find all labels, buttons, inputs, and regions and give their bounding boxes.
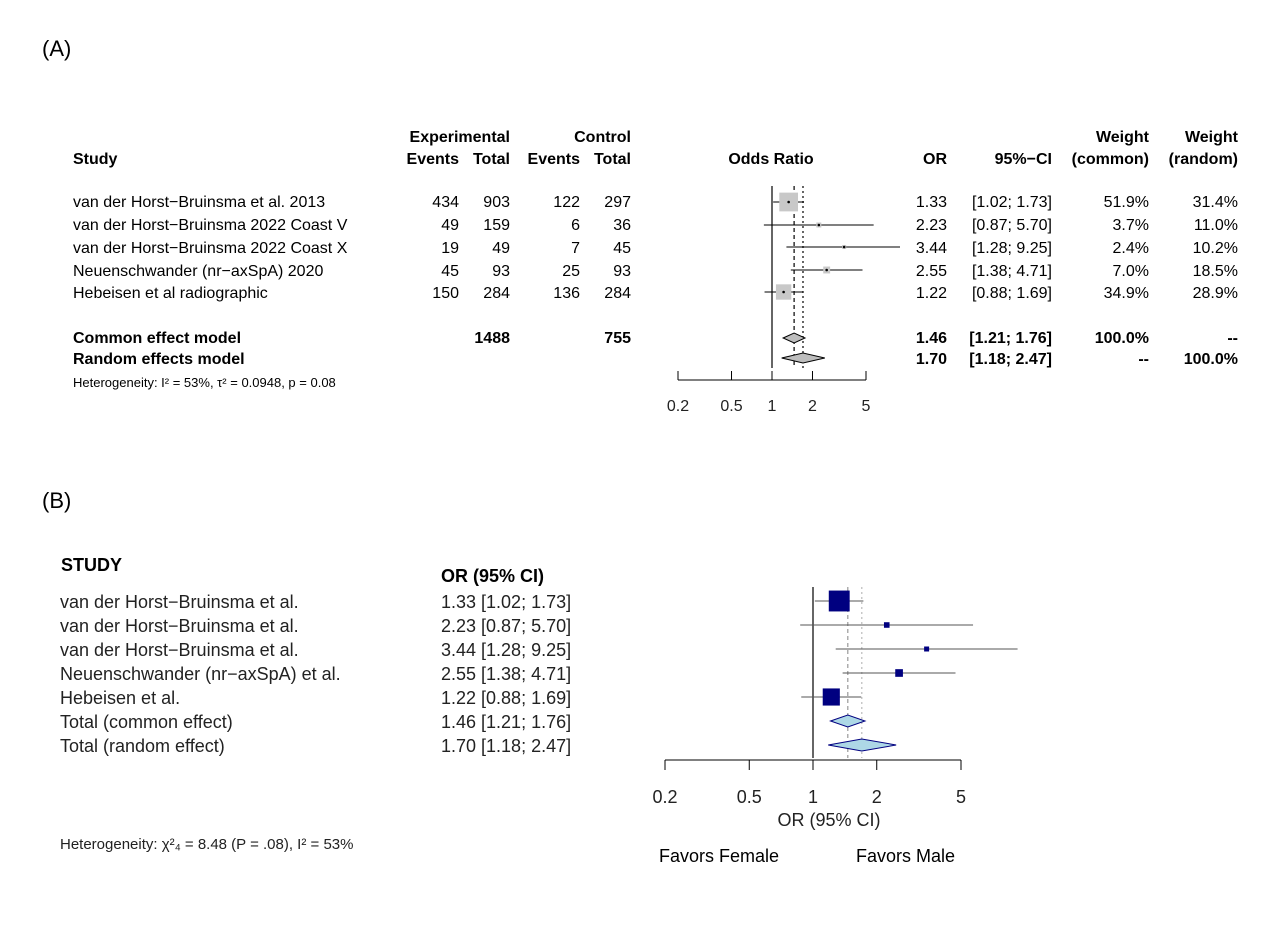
a-ci: [0.88; 1.69] xyxy=(971,285,1052,302)
a-study-rows xyxy=(73,194,1238,302)
list-item xyxy=(60,688,571,708)
a-weight-common: 7.0% xyxy=(1112,263,1149,280)
a-exp-events: 19 xyxy=(441,240,459,257)
b-favors-male: Favors Male xyxy=(856,846,956,866)
x-tick-label: 0.5 xyxy=(720,398,743,415)
a-weight-common: 2.4% xyxy=(1112,240,1149,257)
x-tick-label: 0.2 xyxy=(666,398,690,415)
list-item xyxy=(60,616,571,636)
b-total-random-name: Total (random effect) xyxy=(60,736,225,756)
a-exp-total: 93 xyxy=(492,263,510,280)
b-total-common-name: Total (common effect) xyxy=(60,712,233,732)
a-common-weight-common: 100.0% xyxy=(1094,330,1149,347)
b-total-random-ci: 1.70 [1.18; 2.47] xyxy=(441,736,572,756)
a-ctl-total: 45 xyxy=(613,240,631,257)
table-row xyxy=(73,194,1238,211)
x-tick-label: 5 xyxy=(861,398,871,415)
a-random-model-row xyxy=(73,351,1238,368)
panel-a-label: (A) xyxy=(42,36,72,61)
b-header-or: OR (95% CI) xyxy=(441,566,545,586)
b-header-study: STUDY xyxy=(61,555,123,575)
table-row xyxy=(73,263,1238,280)
a-ctl-events: 136 xyxy=(553,285,580,302)
a-exp-total: 284 xyxy=(483,285,510,302)
a-header-ctl-total: Total xyxy=(593,151,631,168)
panel-b-forest-plot xyxy=(652,587,1017,807)
a-ctl-events: 7 xyxy=(571,240,580,257)
b-total-common-ci: 1.46 [1.21; 1.76] xyxy=(441,712,572,732)
a-study-name: van der Horst−Bruinsma 2022 Coast X xyxy=(73,240,348,257)
point-estimate xyxy=(818,224,821,227)
list-item xyxy=(60,664,571,684)
a-weight-random: 28.9% xyxy=(1192,285,1238,302)
a-common-exp-total: 1488 xyxy=(474,330,510,347)
x-tick-label: 2 xyxy=(808,398,817,415)
point-estimate xyxy=(782,291,785,294)
table-row xyxy=(73,217,1238,234)
a-common-ctl-total: 755 xyxy=(604,330,631,347)
a-study-name: Hebeisen et al radiographic xyxy=(73,285,268,302)
a-or: 1.33 xyxy=(915,194,947,211)
a-exp-total: 903 xyxy=(483,194,510,211)
a-exp-events: 434 xyxy=(432,194,459,211)
a-ctl-events: 122 xyxy=(553,194,580,211)
a-header-exp-events: Events xyxy=(406,151,459,168)
a-weight-common: 51.9% xyxy=(1103,194,1149,211)
a-ctl-events: 25 xyxy=(562,263,580,280)
a-weight-common: 3.7% xyxy=(1112,217,1149,234)
a-ci: [1.02; 1.73] xyxy=(971,194,1052,211)
a-exp-events: 49 xyxy=(441,217,459,234)
study-square xyxy=(895,669,903,677)
b-x-axis-label: OR (95% CI) xyxy=(777,810,881,830)
list-item xyxy=(60,640,571,660)
a-header-ctl-events: Events xyxy=(527,151,580,168)
a-header-or: OR xyxy=(923,151,947,168)
x-tick-label: 5 xyxy=(955,787,967,807)
b-study-name: van der Horst−Bruinsma et al. xyxy=(60,616,299,636)
x-tick-label: 1 xyxy=(767,398,777,415)
x-tick-label: 2 xyxy=(871,787,882,807)
a-header-ci: 95%−CI xyxy=(994,151,1052,168)
a-exp-total: 49 xyxy=(492,240,510,257)
a-header-study: Study xyxy=(73,151,118,168)
a-random-or: 1.70 xyxy=(915,351,947,368)
a-header-control: Control xyxy=(574,129,631,146)
common-effect-diamond xyxy=(783,333,805,343)
point-estimate xyxy=(825,269,828,272)
a-common-weight-random: -- xyxy=(1227,330,1238,347)
a-header-common: (common) xyxy=(1071,151,1149,168)
a-header-experimental: Experimental xyxy=(409,129,510,146)
a-heterogeneity: Heterogeneity: I² = 53%, τ² = 0.0948, p = 0.08 xyxy=(73,375,336,390)
b-heterogeneity: Heterogeneity: χ²₄ = 8.48 (P = .08), I² = 53% xyxy=(60,836,354,853)
random-effect-diamond xyxy=(828,739,896,751)
a-exp-events: 150 xyxy=(432,285,459,302)
x-tick-label: 0.2 xyxy=(652,787,678,807)
a-weight-random: 31.4% xyxy=(1192,194,1238,211)
a-ctl-total: 93 xyxy=(613,263,631,280)
a-ci: [1.28; 9.25] xyxy=(971,240,1052,257)
a-exp-events: 45 xyxy=(441,263,459,280)
study-square xyxy=(884,622,890,628)
table-row xyxy=(73,285,1238,302)
a-ci: [1.38; 4.71] xyxy=(971,263,1052,280)
a-study-name: van der Horst−Bruinsma et al. 2013 xyxy=(73,194,326,211)
list-item xyxy=(60,592,571,612)
list-item xyxy=(60,736,571,756)
study-square xyxy=(924,647,929,652)
a-or: 2.55 xyxy=(915,263,947,280)
b-study-ci: 2.23 [0.87; 5.70] xyxy=(441,616,572,636)
a-ctl-events: 6 xyxy=(571,217,580,234)
a-ctl-total: 284 xyxy=(604,285,631,302)
panel-a-headers xyxy=(73,129,1239,168)
x-tick-label: 1 xyxy=(807,787,819,807)
table-row xyxy=(73,240,1238,257)
a-ctl-total: 297 xyxy=(604,194,631,211)
a-weight-common: 34.9% xyxy=(1103,285,1149,302)
a-common-ci: [1.21; 1.76] xyxy=(969,330,1052,347)
a-common-model-row xyxy=(73,330,1238,347)
a-or: 2.23 xyxy=(915,217,947,234)
a-or: 3.44 xyxy=(915,240,947,257)
a-ci: [0.87; 5.70] xyxy=(971,217,1052,234)
a-header-weight-random: Weight xyxy=(1184,129,1238,146)
b-study-name: van der Horst−Bruinsma et al. xyxy=(60,640,299,660)
a-common-or: 1.46 xyxy=(915,330,947,347)
b-study-ci: 3.44 [1.28; 9.25] xyxy=(441,640,572,660)
point-estimate xyxy=(787,201,790,204)
random-effect-diamond xyxy=(782,353,825,363)
a-header-exp-total: Total xyxy=(472,151,510,168)
a-random-ci: [1.18; 2.47] xyxy=(969,351,1052,368)
a-random-weight-common: -- xyxy=(1138,351,1149,368)
point-estimate xyxy=(843,246,846,249)
common-effect-diamond xyxy=(831,715,865,727)
x-tick-label: 0.5 xyxy=(736,787,762,807)
a-ctl-total: 36 xyxy=(613,217,631,234)
list-item xyxy=(60,712,571,732)
a-header-random: (random) xyxy=(1168,151,1238,168)
b-favors-female: Favors Female xyxy=(659,846,780,866)
b-study-ci: 1.22 [0.88; 1.69] xyxy=(441,688,572,708)
b-study-rows xyxy=(60,592,571,756)
panel-a-forest-plot xyxy=(667,186,900,415)
a-random-name: Random effects model xyxy=(73,351,245,368)
b-study-ci: 1.33 [1.02; 1.73] xyxy=(441,592,572,612)
a-weight-random: 18.5% xyxy=(1192,263,1238,280)
a-or: 1.22 xyxy=(915,285,947,302)
a-random-weight-random: 100.0% xyxy=(1183,351,1238,368)
b-study-name: Neuenschwander (nr−axSpA) et al. xyxy=(60,664,341,684)
b-study-name: van der Horst−Bruinsma et al. xyxy=(60,592,299,612)
a-study-name: Neuenschwander (nr−axSpA) 2020 xyxy=(73,263,324,280)
a-weight-random: 10.2% xyxy=(1192,240,1238,257)
a-header-odds-ratio: Odds Ratio xyxy=(728,151,814,168)
b-study-ci: 2.55 [1.38; 4.71] xyxy=(441,664,572,684)
a-weight-random: 11.0% xyxy=(1193,217,1238,234)
study-square xyxy=(823,688,840,705)
a-common-name: Common effect model xyxy=(73,330,242,347)
b-study-name: Hebeisen et al. xyxy=(60,688,181,708)
study-square xyxy=(829,591,850,612)
panel-b-label: (B) xyxy=(42,488,72,513)
a-exp-total: 159 xyxy=(483,217,510,234)
a-header-weight-common: Weight xyxy=(1095,129,1149,146)
a-study-name: van der Horst−Bruinsma 2022 Coast V xyxy=(73,217,348,234)
